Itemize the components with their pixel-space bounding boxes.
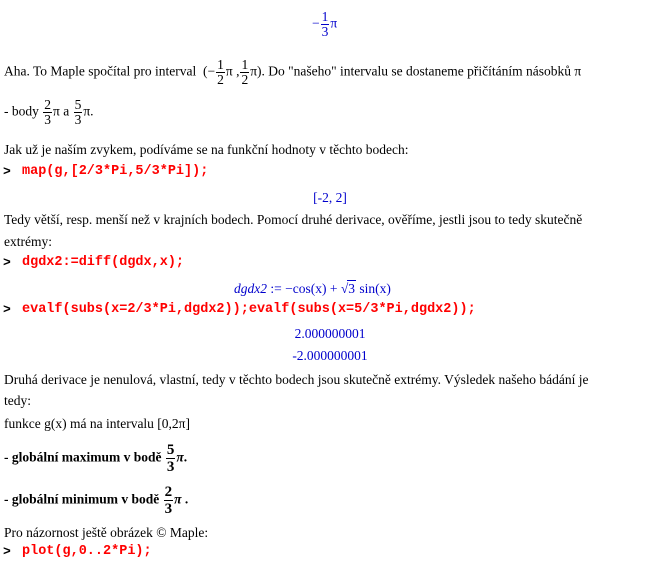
paragraph-second-derivative-line1: Tedy větší, resp. menší než v krajních bodech. Pomocí druhé derivace, ověříme, jestli jsou to tedy skutečně bbox=[4, 212, 583, 227]
maple-input-diff[interactable]: dgdx2:=diff(dgdx,x); bbox=[22, 255, 185, 270]
fraction-denominator: 2 bbox=[217, 72, 224, 87]
para2-pi2: π. bbox=[83, 103, 94, 119]
para2-and: a bbox=[63, 103, 70, 119]
paragraph-function-values: Jak už je naším zvykem, podíváme se na funkční hodnoty v těchto bodech: bbox=[4, 142, 409, 157]
paragraph-conclusion-line2: tedy: bbox=[4, 393, 31, 408]
maple-input-map[interactable]: map(g,[2/3*Pi,5/3*Pi]); bbox=[22, 164, 209, 179]
fraction-denominator: 3 bbox=[74, 112, 82, 127]
para2-frac1 bbox=[43, 98, 52, 127]
min-line-text: - globální minimum v bodě bbox=[4, 491, 160, 507]
fraction-denominator: 3 bbox=[44, 112, 51, 127]
prompt-symbol: > bbox=[3, 544, 11, 559]
para1-frac2 bbox=[240, 58, 249, 87]
min-period: . bbox=[181, 491, 189, 507]
formula-term2: sin(x) bbox=[356, 281, 391, 296]
result-fraction bbox=[321, 10, 330, 39]
paragraph-picture-intro: Pro názornost ještě obrázek © Maple: bbox=[4, 525, 209, 540]
para1-pi2: π). bbox=[250, 63, 265, 79]
para1-pi1: π bbox=[225, 63, 233, 79]
formula-term1: −cos(x) + bbox=[285, 281, 341, 296]
paragraph-interval-statement: funkce g(x) má na intervalu [0,2π] bbox=[4, 416, 190, 431]
para2-pi1: π bbox=[53, 103, 60, 119]
formula-lhs: dgdx2 bbox=[234, 281, 267, 296]
max-period: . bbox=[183, 449, 188, 465]
max-fraction bbox=[166, 442, 176, 475]
para1-frac1 bbox=[216, 58, 225, 87]
output-map-result: [-2, 2] bbox=[313, 190, 347, 205]
para1-text-before: Aha. To Maple spočítal pro interval bbox=[4, 63, 197, 79]
maple-input-plot[interactable]: plot(g,0..2*Pi); bbox=[22, 544, 152, 559]
fraction-numerator: 5 bbox=[74, 97, 82, 112]
para2-frac2 bbox=[74, 98, 83, 127]
para1-text-after: Do "našeho" intervalu se dostaneme přičítáním násobků π bbox=[268, 63, 582, 79]
output-evalf-second: -2.000000001 bbox=[292, 348, 368, 363]
formula-radicand: 3 bbox=[348, 281, 356, 296]
result-pi: π bbox=[330, 15, 338, 31]
fraction-numerator: 5 bbox=[166, 442, 175, 458]
global-minimum-line bbox=[4, 484, 188, 517]
global-maximum-line bbox=[4, 442, 187, 475]
fraction-denominator: 3 bbox=[321, 24, 329, 39]
para1-comma: , bbox=[236, 63, 240, 79]
fraction-numerator: 1 bbox=[217, 57, 224, 72]
maple-input-evalf[interactable]: evalf(subs(x=2/3*Pi,dgdx2));evalf(subs(x=5/3*Pi,dgdx2)); bbox=[22, 302, 476, 317]
paragraph-interval bbox=[4, 58, 581, 87]
max-line-text: - globální maximum v bodě bbox=[4, 449, 162, 465]
result-sign: − bbox=[312, 15, 320, 31]
fraction-numerator: 2 bbox=[164, 484, 173, 500]
prompt-symbol: > bbox=[3, 164, 11, 179]
fraction-numerator: 2 bbox=[44, 97, 51, 112]
min-fraction bbox=[164, 484, 174, 517]
formula-assign: := bbox=[267, 281, 286, 296]
fraction-numerator: 1 bbox=[241, 57, 249, 72]
fraction-denominator: 2 bbox=[241, 72, 249, 87]
paragraph-second-derivative-line2: extrémy: bbox=[4, 234, 52, 249]
fraction-denominator: 3 bbox=[164, 501, 173, 517]
para2-text-before: - body bbox=[4, 103, 39, 119]
max-pi: π bbox=[176, 449, 184, 465]
paragraph-conclusion-line1: Druhá derivace je nenulová, vlastní, tedy v těchto bodech jsou skutečně extrémy. Výsledek našeho bádání je bbox=[4, 372, 589, 387]
prompt-symbol: > bbox=[3, 255, 11, 270]
prompt-symbol: > bbox=[3, 302, 11, 317]
paragraph-points bbox=[4, 98, 94, 127]
para1-paren-open: (− bbox=[203, 63, 216, 79]
min-pi: π bbox=[174, 491, 182, 507]
fraction-numerator: 1 bbox=[321, 9, 329, 24]
fraction-denominator: 3 bbox=[166, 459, 175, 475]
formula-root: √ bbox=[340, 281, 349, 296]
result-minus-third-pi bbox=[312, 10, 337, 39]
output-dgdx2-formula bbox=[234, 280, 391, 297]
output-evalf-first: 2.000000001 bbox=[294, 326, 366, 341]
